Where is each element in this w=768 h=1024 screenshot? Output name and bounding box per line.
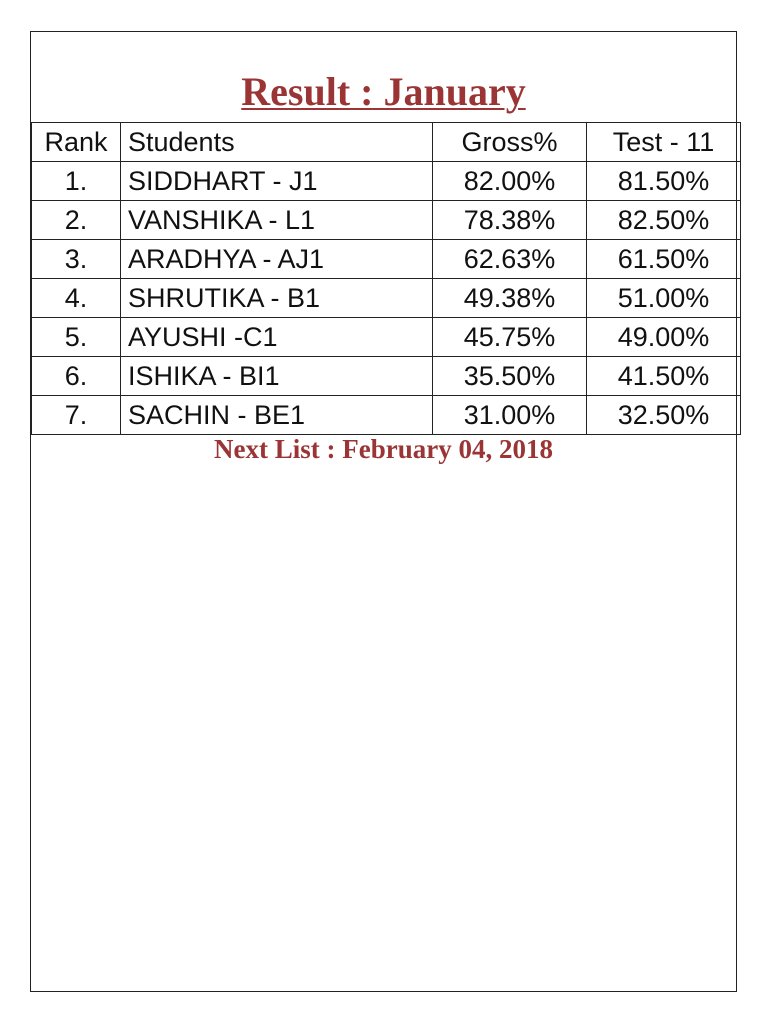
gross-cell: 82.00% <box>433 162 587 201</box>
table-row <box>32 318 741 357</box>
table-header-row <box>32 123 741 162</box>
rank-cell: 1. <box>32 162 121 201</box>
table-row <box>32 162 741 201</box>
student-cell: SIDDHART - J1 <box>121 162 433 201</box>
gross-cell: 35.50% <box>433 357 587 396</box>
gross-cell: 49.38% <box>433 279 587 318</box>
table-row <box>32 396 741 435</box>
rank-cell: 6. <box>32 357 121 396</box>
rank-cell: 4. <box>32 279 121 318</box>
page-title: Result : January <box>241 69 526 114</box>
rank-cell: 3. <box>32 240 121 279</box>
column-header-rank: Rank <box>32 123 121 162</box>
test-cell: 81.50% <box>587 162 741 201</box>
column-header-students: Students <box>121 123 433 162</box>
gross-cell: 62.63% <box>433 240 587 279</box>
test-cell: 82.50% <box>587 201 741 240</box>
student-cell: ISHIKA - BI1 <box>121 357 433 396</box>
result-sheet <box>30 31 737 992</box>
test-cell: 41.50% <box>587 357 741 396</box>
table-row <box>32 279 741 318</box>
test-cell: 32.50% <box>587 396 741 435</box>
student-cell: SHRUTIKA - B1 <box>121 279 433 318</box>
student-cell: SACHIN - BE1 <box>121 396 433 435</box>
rank-cell: 2. <box>32 201 121 240</box>
column-header-test: Test - 11 <box>587 123 741 162</box>
table-row <box>32 201 741 240</box>
gross-cell: 78.38% <box>433 201 587 240</box>
student-cell: AYUSHI -C1 <box>121 318 433 357</box>
table-row <box>32 357 741 396</box>
rank-cell: 7. <box>32 396 121 435</box>
gross-cell: 31.00% <box>433 396 587 435</box>
column-header-gross: Gross% <box>433 123 587 162</box>
table-row <box>32 240 741 279</box>
results-table <box>31 122 741 435</box>
student-cell: VANSHIKA - L1 <box>121 201 433 240</box>
test-cell: 51.00% <box>587 279 741 318</box>
next-list-notice: Next List : February 04, 2018 <box>214 434 553 464</box>
test-cell: 61.50% <box>587 240 741 279</box>
test-cell: 49.00% <box>587 318 741 357</box>
rank-cell: 5. <box>32 318 121 357</box>
gross-cell: 45.75% <box>433 318 587 357</box>
student-cell: ARADHYA - AJ1 <box>121 240 433 279</box>
